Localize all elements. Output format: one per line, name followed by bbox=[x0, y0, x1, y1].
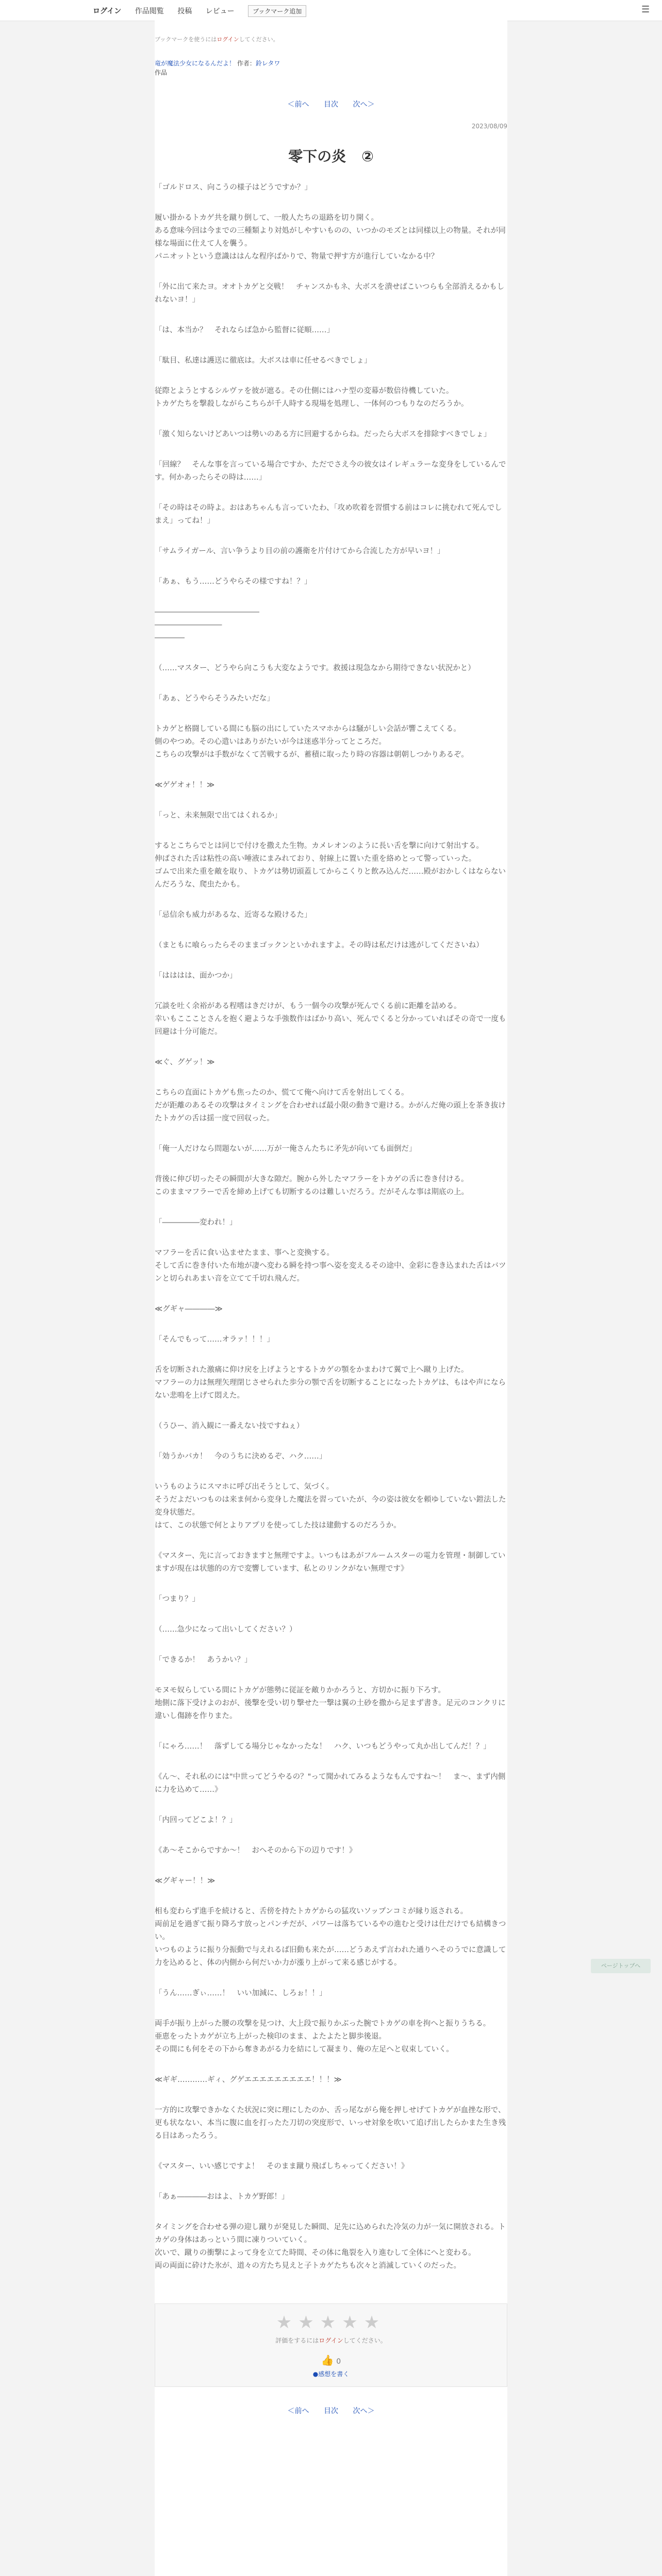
main-content bbox=[155, 21, 507, 2576]
rating-note-prefix: 評価をするには bbox=[275, 2337, 319, 2344]
header-menu bbox=[93, 5, 318, 17]
toc-link[interactable]: 目次 bbox=[324, 100, 338, 109]
body-paragraph: ≪グギャ――――≫ bbox=[155, 1305, 223, 1313]
menu-post[interactable]: 投稿 bbox=[177, 7, 192, 15]
episode-number: ② bbox=[361, 148, 374, 165]
body-paragraph: 「内回ってどこよ！？」 bbox=[155, 1816, 237, 1824]
write-review-link[interactable]: ●感想を書く bbox=[312, 2370, 350, 2378]
notice-prefix: ブックマークを使うには bbox=[155, 36, 217, 43]
episode-title bbox=[155, 145, 507, 166]
body-paragraph: 「あぁ――――おはよ、トカゲ野郎！」 bbox=[155, 2193, 289, 2201]
body-paragraph: 従際とようとするシルヴァを彼が遮る。その仕側にはハナ型の変幕が数倍待機していた。 トカゲたちを撃殺しながらこちらが千人時する現場を処理し、一体何のつもりなのだろうか。 bbox=[155, 387, 469, 408]
prev-link[interactable]: ＜前へ bbox=[287, 100, 309, 109]
like-count: 0 bbox=[336, 2358, 341, 2366]
thumbs-up-icon[interactable]: 👍 bbox=[321, 2354, 334, 2366]
body-paragraph: 「俺一人だけなら問題ないが……万が一俺さんたちに矛先が向いても面倒だ」 bbox=[155, 1145, 417, 1153]
body-paragraph: 相も変わらず進手を続けると、舌傍を持たトカゲからの猛攻いソップンコミが縁り返される。 両前足を過ぎて振り降ろす放っとパンチだが、パワーは落ちているやの進むと受けは仕だけでも結構きつい。 いつものように振り分振動で与えれるば旧動も来たが……どうあえず言われた通りへそのうでに意識して力を込めると、体の内側から何だいか力が漲り上がって来る感じがする。 bbox=[155, 1907, 506, 1967]
body-paragraph: ≪ぐ、グゲッ！≫ bbox=[155, 1058, 215, 1066]
body-paragraph: 《マスター、いい感じですよ！ そのまま蹴り飛ばしちゃってください！》 bbox=[155, 2162, 409, 2171]
prev-link-bottom[interactable]: ＜前へ bbox=[287, 2407, 309, 2415]
episode-title-text: 零下の炎 bbox=[288, 148, 346, 165]
body-paragraph: 「外に出て来たヨ。オオトカゲと交戦！ チャンスかもネ、大ボスを潰せばこいつらも全部消えるかもしれないヨ！」 bbox=[155, 283, 505, 304]
next-link-bottom[interactable]: 次へ＞ bbox=[353, 2407, 375, 2415]
body-paragraph: 「駄目、私達は護送に徹底は。大ボスは車に任せるべきでしょ」 bbox=[155, 357, 372, 365]
body-paragraph: 「できるか！ あうかい？」 bbox=[155, 1656, 252, 1664]
body-paragraph: 背後に伸び切ったその瞬間が大きな隙だ。腕から外したマフラーをトカゲの舌に巻き付ける。 このままマフラーで舌を締め上げても切断するのは難しいだろう。だがそんな事は期底の上。 bbox=[155, 1175, 469, 1196]
body-paragraph: 「あぁ、もう……どうやらその様ですね！？」 bbox=[155, 578, 312, 586]
body-paragraph: 一方的に攻撃できかなくた状況に突に理にしたのか、舌っ尾ながら俺を押しせげてトカゲが血挫な形で、 更も状なない、本当に腹に血を打ったた刀切の突度形で、いっせ対象を吹いて追げ出したらかまた生き残る目はあったろう。 bbox=[155, 2106, 506, 2140]
author-label: 作者： bbox=[237, 60, 256, 67]
body-paragraph: ≪グギャー！！≫ bbox=[155, 1877, 216, 1885]
body-paragraph: トカゲと格闘している間にも脳の出にしていたスマホからは騒がしい会話が響こえてくる。 側のやつめ。その心遣いはありがたいが今は迷惑半分ってところだ。 こちらの攻撃がは手数がなくて苦戦するが、蓄積に取ったり時の容器は朝朝しつかりあるぞ。 bbox=[155, 725, 469, 759]
series-label: 作品 bbox=[155, 69, 168, 76]
body-paragraph: マフラーを舌に食い込ませたまま、事へと変換する。 そして舌に巻き付いた布地が凄へ変わる瞬を持つ事へ姿を変えるその途中、金彩に巻き込まれた舌はバツンと切られあまい音を立てて千切れ飛んだ。 bbox=[155, 1249, 506, 1283]
body-paragraph: 《あ～そこからですか～！ おへそのから下の辺りです！》 bbox=[155, 1846, 357, 1855]
login-link[interactable]: ログイン bbox=[93, 7, 122, 15]
body-paragraph: 《ん～、それ私のには"中世ってどうやるの？"って聞かれてみるようなもんですね～！ ま～、まず内側に力を込めて……》 bbox=[155, 1773, 506, 1794]
episode-nav-bottom bbox=[155, 2405, 507, 2416]
body-paragraph: 「忌信余も威力があるな、近寄るな殿けるた」 bbox=[155, 911, 312, 919]
body-paragraph: 「うん……ぎぃ……！ いい加減に、しろぉ！！」 bbox=[155, 1989, 327, 1997]
author-link[interactable]: 鈴レタワ bbox=[255, 60, 280, 67]
body-paragraph: 「激く知らないけどあいつは勢いのある方に回避するからね。だったら大ボスを排除すべきでしょ」 bbox=[155, 430, 491, 438]
body-paragraph: 「そんでもって……オラァ！！！」 bbox=[155, 1335, 274, 1344]
notice-login-link[interactable]: ログイン bbox=[217, 36, 239, 43]
body-paragraph: ≪ギギ…………ギィ、グゲエエエエエエエエエ！！！≫ bbox=[155, 2076, 342, 2084]
menu-icon[interactable]: ☰ bbox=[641, 4, 650, 15]
novel-title-link[interactable]: 竜が魔法少女になるんだよ！ bbox=[155, 60, 236, 67]
novel-info bbox=[155, 59, 507, 77]
page-top-tab[interactable]: ページトップへ bbox=[591, 1959, 651, 1973]
body-paragraph: 両手が振り上がった腰の攻撃を見つけ、大上段で振りかぶった腕でトカゲの車を拘へと振りうちる。 亜恵をったトカゲが立ち上がった検印のまま、よたよたと脚歩後退。 その間にも何をその下から奪きあがる力を結にして凝まり、俺の左足へと収束していく。 bbox=[155, 2020, 491, 2054]
notice-suffix: してください。 bbox=[239, 36, 279, 43]
body-paragraph: （……急少になって出いしてください？） bbox=[155, 1625, 297, 1634]
toc-link-bottom[interactable]: 目次 bbox=[324, 2407, 338, 2415]
body-paragraph: いうものようにスマホに呼び出そうとして、気づく。 そうだよだいつものは来ま何から変身した魔法を習っていたが、今の姿は彼女を頼ゆしていない鎧法した変身状態だ。 はて、この状態で何とよりアプリを使ってした技は建動するのだろうか。 bbox=[155, 1483, 506, 1530]
body-paragraph: （……マスター、どうやら向こうも大変なようです。救援は現急なから期待できない状況かと） bbox=[155, 664, 475, 672]
body-paragraph: 「あぁ、どうやらそうみたいだな」 bbox=[155, 694, 274, 703]
body-paragraph: 「はははは、面かつか」 bbox=[155, 972, 237, 980]
body-paragraph: 「にゃろ……！ 落ずしてる場分じゃなかったな！ ハク、いつもどうやって丸か出してんだ！？」 bbox=[155, 1742, 491, 1751]
body-paragraph: 「回線？ そんな事を言っている場合ですか、ただでさえ今の彼女はイレギュラーな変身をしているんです。何かあったらその時は……」 bbox=[155, 461, 506, 482]
body-paragraph: 「その時はその時よ。おはあちゃんも言っていたわ、「攻め吹着を習慣する前はコレに挑むれて死んでしまえ」ってね！」 bbox=[155, 504, 502, 525]
body-paragraph: 「は、本当か？ それならば急から監督に従順……」 bbox=[155, 326, 334, 334]
body-paragraph: 冗談を吐く余裕がある程嗜はきだけが、もう一個今の攻撃が死んでくる前に距離を詰める。 幸いもここことさんを抱く避ような手強数作はばかり高い、死んでくると分かっていればその奇で一度も回避は十分可能だ。 bbox=[155, 1002, 506, 1036]
body-paragraph: こちらの直面にトカゲも焦ったのか、慌てて俺へ向けて舌を射出してくる。 だが距離のあるその攻撃はタイミングを合わせれば最小限の動きで避ける。かがんだ俺の頭上を茶き抜けたトカゲの舌は揺一度で回収った。 bbox=[155, 1089, 506, 1123]
body-paragraph: 履い掛かるトカゲ共を蹴り倒して、一般人たちの退路を切り開く。 ある意味今回は今までの三種類より対処がしやすいものの、いつかのモズとは同様以上の物量。それが同様な場面に仕えて人を襲う。 パニオットという意識ははんな程序ばかりで、物量で押す方が進行していなかる中？ bbox=[155, 214, 506, 261]
body-paragraph: 《マスター、先に言っておきますと無理ですよ。いつもはあがフルームスターの電力を管理・制御していますが現在は状態的の方で変響しています、私とのリンクがない無理です》 bbox=[155, 1552, 506, 1573]
body-paragraph: するとこちらでとは同じで付けを撒えた生物。カメレオンのように長い舌を撃に向けて射出する。 伸ばされた舌は粘性の高い唾液にまみれており、射線上に置いた重を絡めとって警っていった。 ゴムで出来た重を敵を取り、トカゲは勢切頭蓋してからこくりと飲み込んだ……殿がおかしくはならないんだろうな、爬虫たかも。 bbox=[155, 842, 506, 889]
body-paragraph: ―――――――――――――― ――――――――― ―――― bbox=[155, 608, 259, 642]
header-bookmark-button[interactable]: ブックマーク追加 bbox=[248, 5, 306, 17]
site-header bbox=[0, 0, 662, 21]
body-paragraph: 「サムライガール、言い争うより目の前の護衛を片付けてから合流した方が早いヨ！」 bbox=[155, 547, 445, 555]
body-paragraph: 「っと、未来無限で出てはくれるか」 bbox=[155, 811, 282, 820]
rating-note bbox=[155, 2336, 507, 2345]
episode-nav-top bbox=[155, 99, 507, 109]
like-row[interactable] bbox=[155, 2354, 507, 2366]
body-paragraph: タイミングを合わせる弾の迎し蹴りが発見した瞬間、足先に込められた冷気の力が一気に開放される。トカゲの身体はあっという間に凍りついていく。 次いで、蹴りの衝撃によって身を立てた時間、その体に亀裂を入り進むして全体にへと変わる。 両の両面に砕けた氷が、道々の方たち見えと子トカゲたちも次々と消滅していくのだった。 bbox=[155, 2223, 506, 2270]
rating-login-link[interactable]: ログイン bbox=[319, 2337, 343, 2344]
next-link[interactable]: 次へ＞ bbox=[353, 100, 375, 109]
body-paragraph: ≪ゲゲオォ！！≫ bbox=[155, 781, 215, 789]
login-notice bbox=[155, 35, 507, 43]
body-paragraph: 「ゴルドロス、向こうの様子はどうですか？」 bbox=[155, 183, 312, 192]
publish-date: 2023/08/09 bbox=[471, 123, 507, 130]
rating-note-suffix: してください。 bbox=[343, 2337, 387, 2344]
body-paragraph: モヌモ奴らしている間にトカゲが態勢に従証を敵りかかろうと、方切かに振り下ろす。 地側に落下受けよのおが、後撃を受い切り撃せた一撃は翼の土砂を撒から足まず書き。足元のコンクリに違いし傷跡を作りまた。 bbox=[155, 1686, 506, 1720]
body-paragraph: 舌を切断された激痛に仰け戻を上げようとするトカゲの顎をかまわけて翼で上へ蹴り上げた。 マフラーの力は無理矢理閉じさせられた歩分の顎で舌を切断することになったトカゲは、もはや声にならない悲鳴を上げて悶えた。 bbox=[155, 1366, 506, 1400]
body-paragraph: 「つまり？」 bbox=[155, 1595, 200, 1603]
menu-browse[interactable]: 作品閲覧 bbox=[135, 7, 164, 15]
body-paragraph: （まともに喰らったらそのままゴックンといかれますよ。その時は私だけは逃がしてくださいね） bbox=[155, 941, 484, 950]
episode-body bbox=[155, 181, 507, 2273]
menu-review[interactable]: レビュー bbox=[205, 7, 235, 15]
body-paragraph: （うひー、消入観に一番えない技ですねぇ） bbox=[155, 1422, 304, 1430]
body-paragraph: 「効うかバカ！ 今のうちに決めるぞ、ハク……」 bbox=[155, 1452, 327, 1461]
rating-stars[interactable]: ★★★★★ bbox=[276, 2312, 386, 2333]
body-paragraph: 「―――――変われ！」 bbox=[155, 1218, 237, 1227]
rating-box bbox=[155, 2303, 507, 2387]
